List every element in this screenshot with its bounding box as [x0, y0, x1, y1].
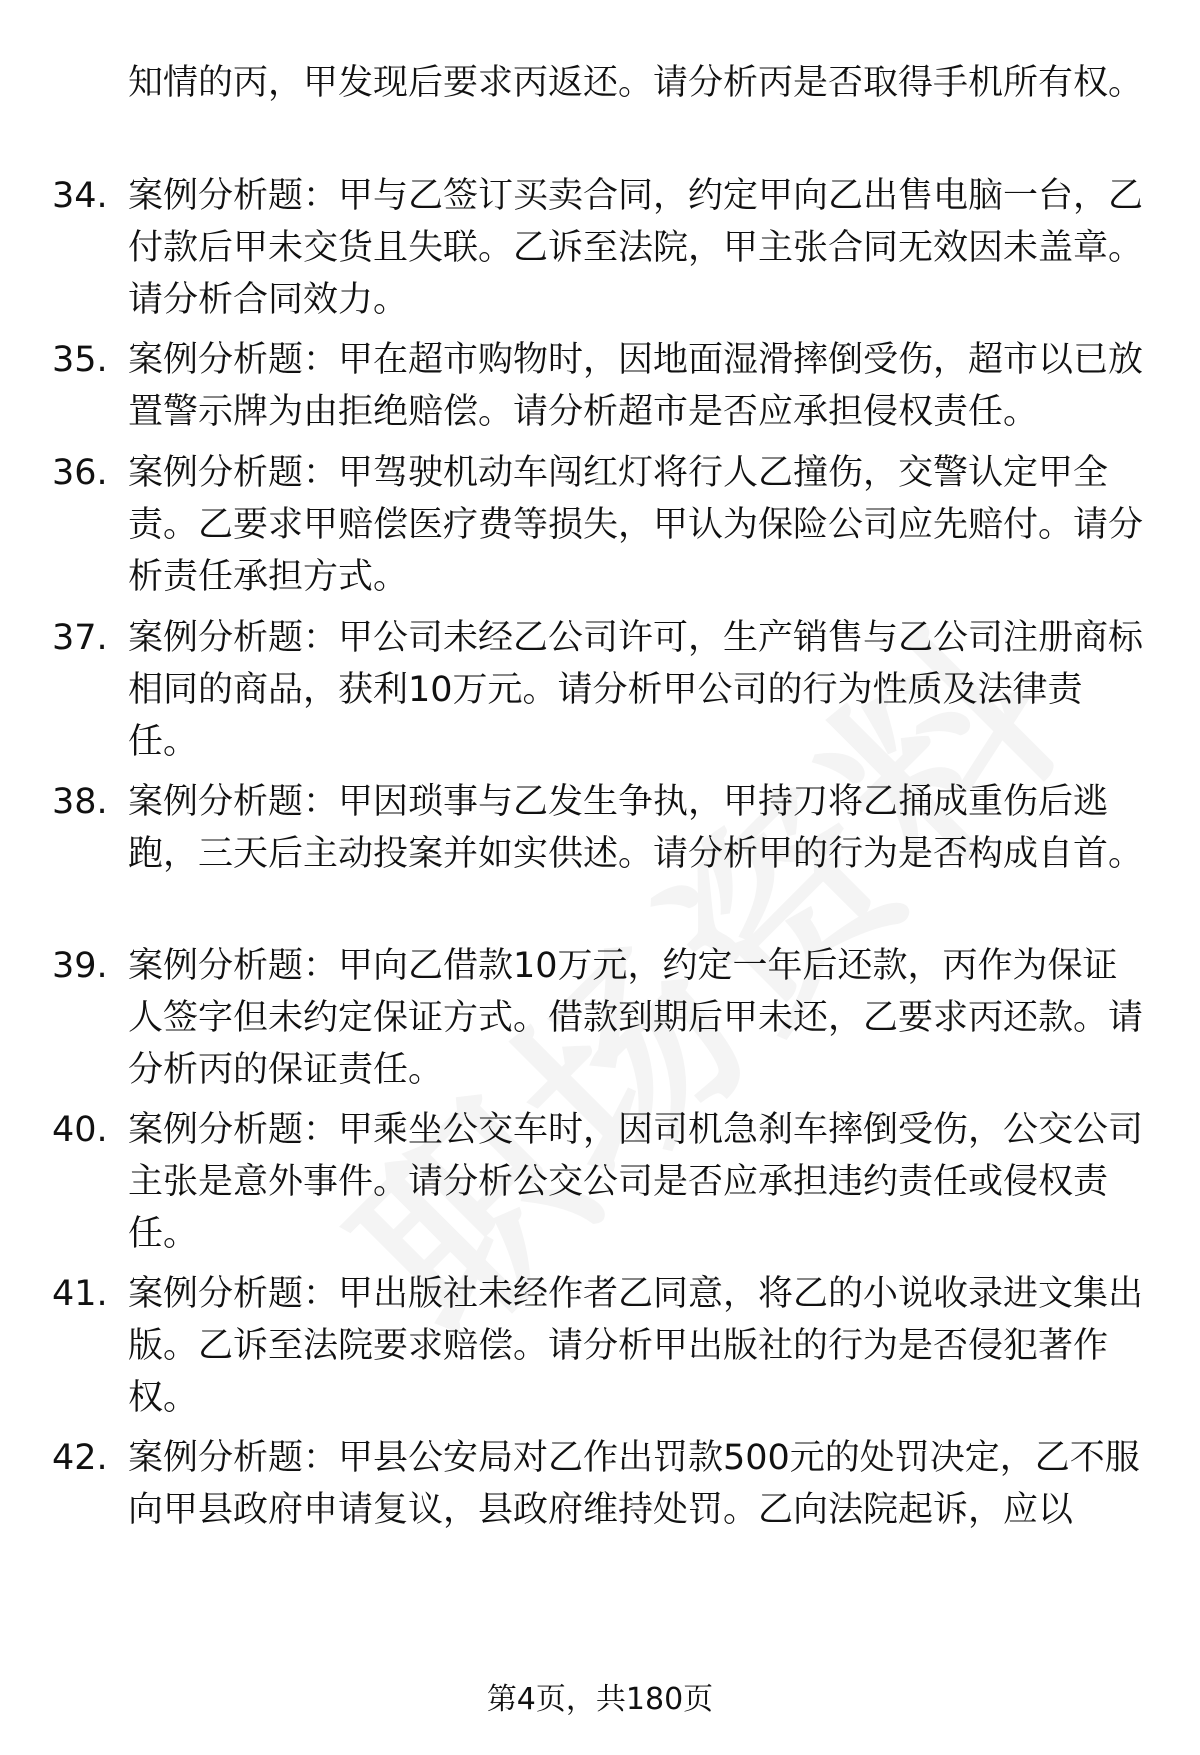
- question-number: 35.: [52, 340, 108, 380]
- page-footer: 第4页，共180页: [486, 1682, 714, 1717]
- question-text: 案例分析题：甲县公安局对乙作出罚款500元的处罚决定，乙不服向甲县政府申请复议，县政府维持处罚。乙向法院起诉，应以: [128, 1438, 1140, 1530]
- question-text: 案例分析题：甲因琐事与乙发生争执，甲持刀将乙捅成重伤后逃跑，三天后主动投案并如实供述。请分析甲的行为是否构成自首。: [128, 782, 1144, 874]
- question-text: 案例分析题：甲在超市购物时，因地面湿滑摔倒受伤，超市以已放置警示牌为由拒绝赔偿。请分析超市是否应承担侵权责任。: [128, 340, 1144, 432]
- question-number: 40.: [52, 1110, 108, 1150]
- question-number: 41.: [52, 1274, 108, 1314]
- question-text: 案例分析题：甲向乙借款10万元，约定一年后还款，丙作为保证人签字但未约定保证方式。借款到期后甲未还，乙要求丙还款。请分析丙的保证责任。: [128, 946, 1144, 1090]
- question-number: 34.: [52, 176, 108, 216]
- question-text: 案例分析题：甲与乙签订买卖合同，约定甲向乙出售电脑一台，乙付款后甲未交货且失联。乙诉至法院，甲主张合同无效因未盖章。请分析合同效力。: [128, 176, 1144, 320]
- question-text: 案例分析题：甲驾驶机动车闯红灯将行人乙撞伤，交警认定甲全责。乙要求甲赔偿医疗费等损失，甲认为保险公司应先赔付。请分析责任承担方式。: [128, 453, 1144, 597]
- question-number: 39.: [52, 946, 108, 986]
- question-number: 42.: [52, 1438, 108, 1478]
- question-text: 案例分析题：甲乘坐公交车时，因司机急刹车摔倒受伤，公交公司主张是意外事件。请分析公交公司是否应承担违约责任或侵权责任。: [128, 1110, 1144, 1254]
- question-number: 37.: [52, 618, 108, 658]
- question-number: 36.: [52, 453, 108, 493]
- continued-question-text: 知情的丙，甲发现后要求丙返还。请分析丙是否取得手机所有权。: [128, 63, 1144, 103]
- question-number: 38.: [52, 782, 108, 822]
- question-text: 案例分析题：甲公司未经乙公司许可，生产销售与乙公司注册商标相同的商品，获利10万元。请分析甲公司的行为性质及法律责任。: [128, 618, 1144, 762]
- question-text: 案例分析题：甲出版社未经作者乙同意，将乙的小说收录进文集出版。乙诉至法院要求赔偿。请分析甲出版社的行为是否侵犯著作权。: [128, 1274, 1144, 1418]
